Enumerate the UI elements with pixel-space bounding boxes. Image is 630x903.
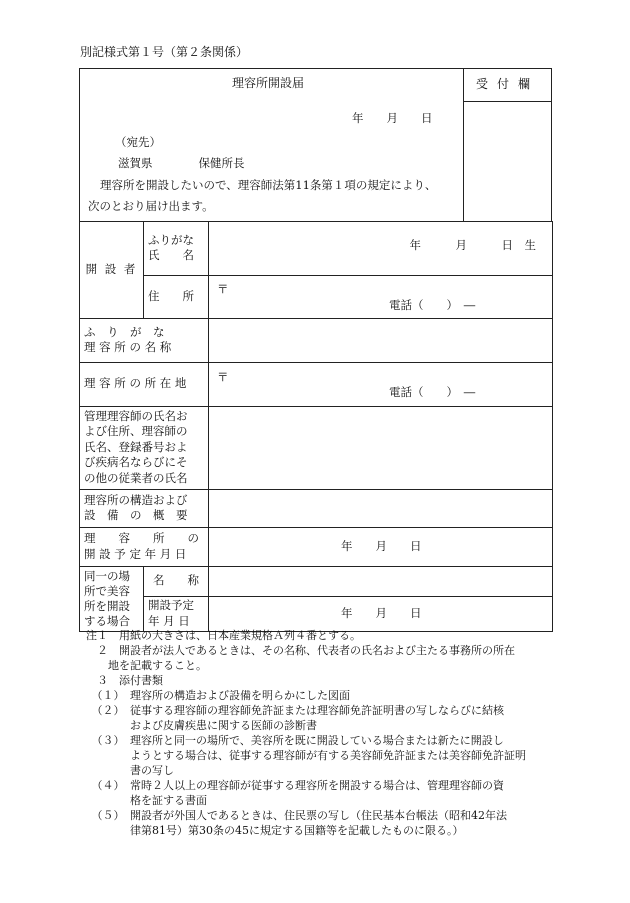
founder-address-field[interactable] [209,275,553,318]
shop-name-title: 理 容 所 の 名 称 [84,340,172,355]
note-line: 律第81号）第30条の45に規定する国籍等を記載したものに限る。） [86,824,464,837]
phone-label: 電話（ ） ― [389,297,476,312]
note-line: 書の写し [86,764,174,777]
location-field[interactable] [209,362,553,406]
receipt-title: 受付欄 [463,68,552,102]
note-line: （２） 従事する理容師の理容師免許証または理容師免許証明書の写しならびに結核 [86,704,504,717]
structure-label [80,489,209,527]
note-line: （１） 理容所の構造および設備を明らかにした図面 [86,689,350,702]
structure-line2: 設 備 の 概 要 [84,508,188,523]
phone-label-2: 電話（ ） ― [389,384,476,399]
postal-mark: 〒 [217,281,229,296]
addressee-office: 滋賀県 保健所長 [118,156,245,170]
manager-line5: の他の従業者の氏名 [84,470,188,485]
shop-name-label [80,318,209,362]
founder-name-label [144,222,209,276]
plan-line2: 開 設 予 定 年 月 日 [84,546,187,561]
same-site-line3: 所を開設 [84,598,130,613]
notification-body-line1: 理容所を開設したいので、理容師法第11条第１項の規定により、 [100,178,437,192]
founder-name-field[interactable] [209,222,553,276]
same-site-line1: 同一の場 [84,568,130,583]
notes-section [86,628,556,838]
same-site-plan-field[interactable]: 年 月 日 [209,596,553,631]
furigana-label: ふりがな [148,232,194,247]
same-site-plan-label [144,596,209,631]
plan-date-label [80,527,209,566]
note-line: 地を記載すること。 [86,659,207,672]
application-table [79,221,553,632]
postal-mark-2: 〒 [217,369,229,384]
addressee-label: （宛先） [115,135,161,149]
structure-line1: 理容所の構造および [84,492,188,507]
submit-date: 年 月 日 [352,111,433,125]
shop-name-furigana: ふ り が な [84,324,165,339]
manager-field[interactable] [209,406,553,489]
structure-field[interactable] [209,489,553,527]
note-line: （４） 常時２人以上の理容師が従事する理容所を開設する場合は、管理理容師の資 [86,779,504,792]
manager-line4: び疾病名ならびにそ [84,455,188,470]
same-site-line4: する場合 [84,613,130,628]
note-line: （５） 開設者が外国人であるときは、住民票の写し（住民基本台帳法（昭和42年法 [86,809,507,822]
note-line: および皮膚疾患に関する医師の診断書 [86,719,317,732]
location-label: 理 容 所 の 所 在 地 [80,362,209,406]
founder-address-label: 住 所 [144,275,209,318]
founder-label: 開 設 者 [80,222,144,319]
form-title: 理容所開設届 [232,76,305,90]
same-site-name-field[interactable] [209,566,553,596]
manager-label [80,406,209,489]
birth-date-label: 年 月 日 生 [409,237,536,252]
note-line: ３ 添付書類 [86,674,163,687]
same-plan-line2: 年 月 日 [148,613,190,628]
notification-body-line2: 次のとおり届け出ます。 [88,199,214,213]
same-site-line2: 所で美容 [84,583,130,598]
name-label: 氏 名 [148,248,194,263]
note-line: （３） 理容所と同一の場所で、美容所を既に開設している場合または新たに開設し [86,734,504,747]
same-site-label [80,566,144,631]
plan-line1: 理 容 所 の [84,531,199,546]
note-line: ２ 開設者が法人であるときは、その名称、代表者の氏名および主たる事務所の所在 [86,644,515,657]
note-line: ようとする場合は、従事する理容師が有する美容師免許証または美容師免許証明 [86,749,526,762]
manager-line2: よび住所、理容師の [84,424,188,439]
same-site-name-label: 名 称 [144,566,209,596]
shop-name-field[interactable] [209,318,553,362]
manager-line3: 氏名、登録番号およ [84,439,188,454]
same-plan-line1: 開設予定 [148,598,194,613]
note-line: 格を証する書面 [86,794,207,807]
form-header: 別記様式第１号（第２条関係） [80,45,249,59]
plan-date-field[interactable]: 年 月 日 [209,527,553,566]
manager-line1: 管理理容師の氏名お [84,408,188,423]
note-line: 注１ 用紙の大きさは、日本産業規格Ａ列４番とする。 [86,629,361,642]
